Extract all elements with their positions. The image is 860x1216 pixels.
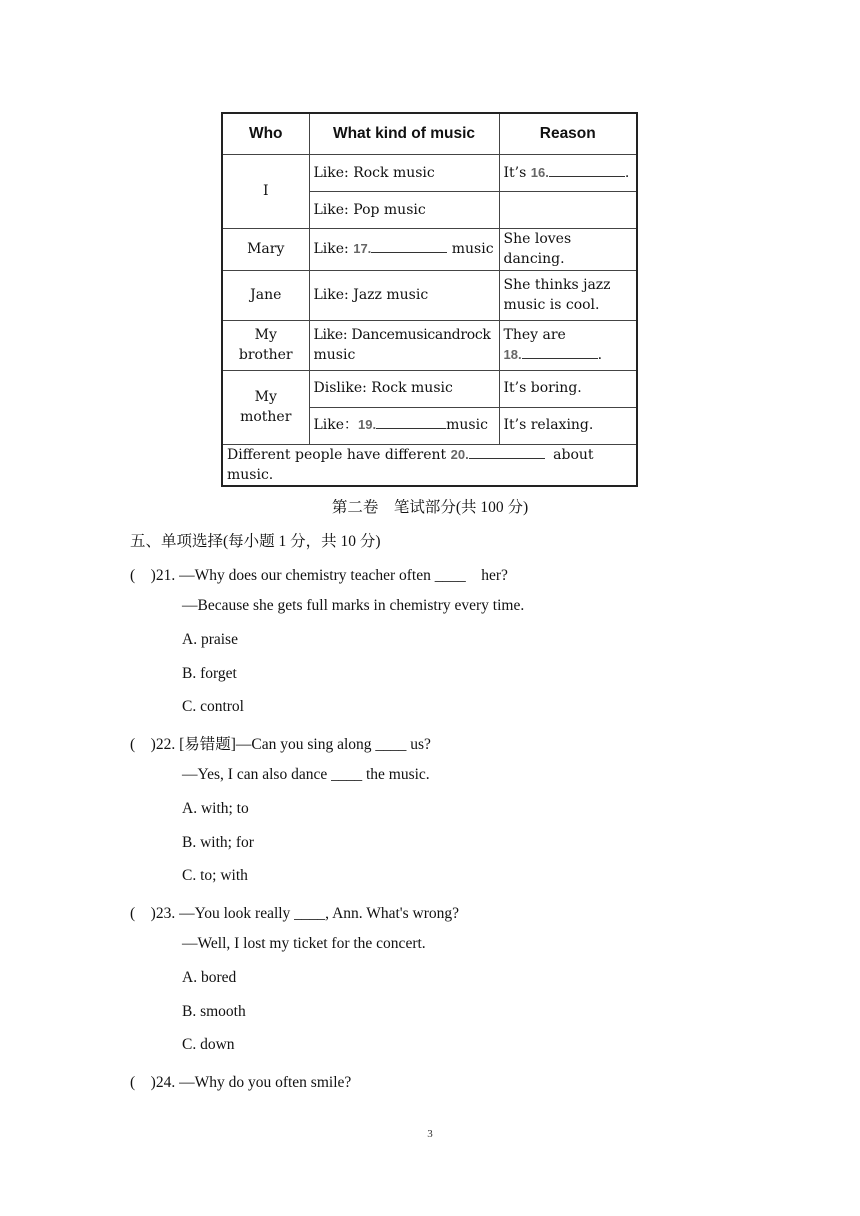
kind-text: Like: — [313, 241, 349, 258]
question-stem: 22. [易错题]—Can you sing along ____ us? — [155, 736, 431, 753]
question-number-19: 19. — [358, 417, 377, 433]
header-reason: Reason — [499, 113, 637, 155]
option-b[interactable]: B. with; for — [182, 834, 254, 851]
reason-line — [504, 345, 633, 365]
option-a[interactable]: A. with; to — [182, 800, 249, 817]
footer-cell — [222, 444, 637, 486]
option-b[interactable]: B. forget — [182, 665, 237, 682]
who-cell-jane: Jane — [222, 270, 309, 320]
who-cell-i: I — [222, 155, 309, 229]
kind-line: music — [313, 347, 356, 364]
kind-cell: Like: Rock music — [309, 155, 499, 192]
music-preference-table — [221, 112, 638, 487]
reason-cell — [499, 320, 637, 370]
answer-paren[interactable]: ( ) — [130, 905, 156, 922]
question-number-20: 20. — [450, 446, 469, 462]
table-row — [222, 229, 637, 271]
question-21 — [130, 563, 508, 585]
section-title: 第二卷 笔试部分(共 100 分) — [331, 499, 529, 516]
option-a[interactable]: A. praise — [182, 631, 238, 648]
table-row — [222, 270, 637, 320]
question-stem: 23. —You look really ____, Ann. What's wrong? — [155, 905, 459, 922]
answer-blank-20 — [469, 446, 545, 459]
question-number-17: 17. — [353, 241, 372, 257]
table-header-row — [222, 113, 637, 155]
option-a[interactable]: A. bored — [182, 969, 237, 986]
answer-blank-19 — [376, 416, 446, 429]
question-response: —Yes, I can also dance ____ the music. — [182, 766, 430, 783]
reason-cell — [499, 155, 637, 192]
question-24 — [130, 1070, 351, 1092]
option-c[interactable]: C. to; with — [182, 867, 248, 884]
page-number: 3 — [427, 1128, 433, 1140]
reason-cell — [499, 270, 637, 320]
who-cell-mother: My mother — [222, 370, 309, 444]
reason-cell: It’s boring. — [499, 370, 637, 407]
kind-cell: Like: Pop music — [309, 192, 499, 229]
kind-line: Like: Dancemusicandrock — [313, 326, 491, 343]
reason-text: It’s — [503, 164, 527, 181]
question-number-16: 16. — [530, 164, 549, 180]
question-number-18: 18. — [503, 347, 522, 363]
header-kind: What kind of music — [309, 113, 499, 155]
option-c[interactable]: C. control — [182, 698, 244, 715]
reason-cell: It’s relaxing. — [499, 407, 637, 444]
footer-suffix: about music. — [227, 446, 594, 483]
table-footer-row — [222, 444, 637, 486]
kind-cell — [309, 320, 499, 370]
answer-paren[interactable]: ( ) — [130, 736, 156, 753]
header-who: Who — [222, 113, 309, 155]
table-row — [222, 320, 637, 370]
kind-cell: Dislike: Rock music — [309, 370, 499, 407]
answer-blank-16 — [549, 164, 625, 177]
answer-paren[interactable]: ( ) — [130, 1074, 156, 1091]
table-row — [222, 155, 637, 192]
reason-suffix: . — [624, 164, 630, 181]
table-row — [222, 370, 637, 407]
reason-line: music is cool. — [503, 297, 600, 314]
option-b[interactable]: B. smooth — [182, 1003, 246, 1020]
question-stem: 21. ―Why does our chemistry teacher often ____ her? — [155, 567, 508, 584]
footer-text: Different people have different — [227, 446, 447, 463]
reason-cell — [499, 192, 637, 229]
option-c[interactable]: C. down — [182, 1036, 235, 1053]
kind-cell: Like: Jazz music — [309, 270, 499, 320]
kind-suffix: music — [446, 417, 488, 434]
question-23 — [130, 901, 459, 923]
question-stem: 24. —Why do you often smile? — [155, 1074, 352, 1091]
kind-cell — [309, 229, 499, 271]
kind-text: Like： — [313, 417, 359, 434]
part-title: 五、单项选择(每小题 1 分，共 10 分) — [130, 533, 381, 550]
reason-suffix: . — [597, 347, 603, 364]
question-response: —Well, I lost my ticket for the concert. — [182, 935, 426, 952]
kind-cell — [309, 407, 499, 444]
answer-blank-17 — [371, 240, 447, 253]
who-cell-mary: Mary — [222, 229, 309, 271]
reason-line: She thinks jazz — [503, 276, 611, 293]
answer-blank-18 — [522, 346, 598, 359]
reason-line: They are — [503, 326, 566, 343]
question-response: —Because she gets full marks in chemistry every time. — [182, 597, 525, 614]
reason-cell: She loves dancing. — [499, 229, 637, 271]
answer-paren[interactable]: ( ) — [130, 567, 156, 584]
kind-suffix: music — [451, 241, 494, 258]
who-cell-brother: My brother — [222, 320, 309, 370]
question-22 — [130, 732, 431, 754]
